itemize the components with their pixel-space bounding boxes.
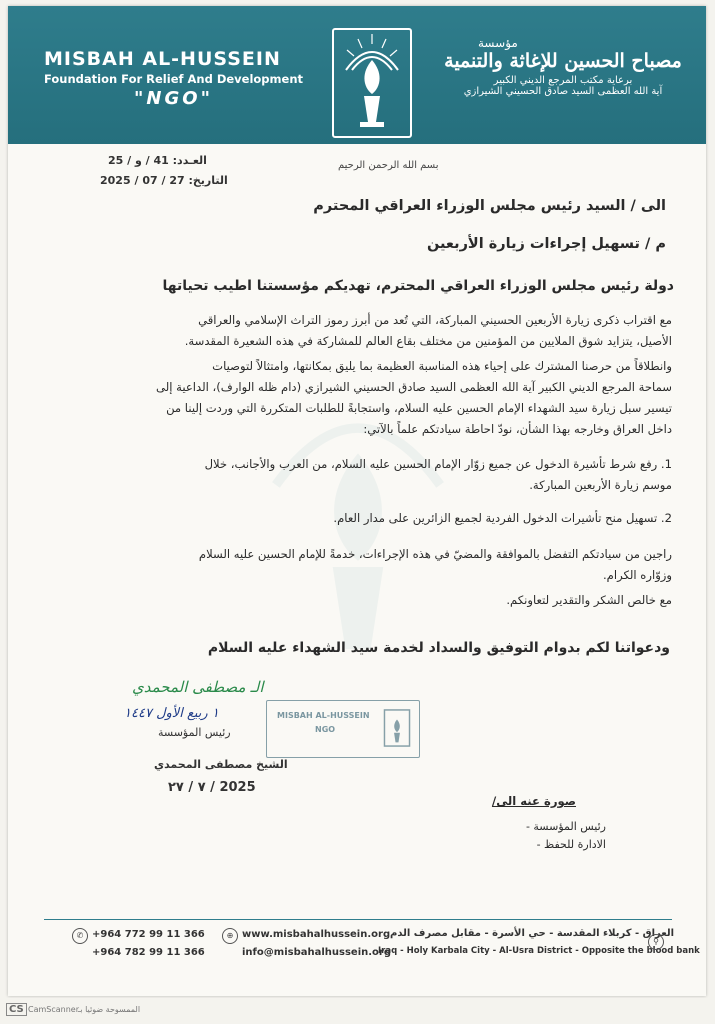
official-stamp xyxy=(266,700,420,758)
org-authority-ar: آية الله العظمى السيد صادق الحسيني الشيرازي xyxy=(463,86,663,97)
paragraph-line: موسم زيارة الأربعين المباركة. xyxy=(529,478,672,492)
letter-number: العـدد: 41 / و / 25 xyxy=(108,154,207,167)
web-icon: ⊕ xyxy=(222,928,238,944)
footer-phone-2: +964 782 99 11 366 xyxy=(92,947,205,958)
location-pin-icon: ⚲ xyxy=(648,934,664,950)
paragraph-line: الأصيل، يتزايد شوق الملايين من المؤمنين من مختلف بقاع العالم للمشاركة في هذه الشعيرة المقدسة. xyxy=(184,334,672,348)
paragraph-2 xyxy=(42,356,672,440)
paragraph-1 xyxy=(42,310,672,352)
signatory-title: رئيس المؤسسة xyxy=(158,726,231,739)
camscanner-logo-icon: CS xyxy=(6,1003,27,1016)
foundation-logo-icon xyxy=(332,28,412,138)
paragraph-line: سماحة المرجع الديني الكبير آية الله العظمى السيد صادق الحسيني الشيرازي (دام ظله الوارف)، الداعية إلى xyxy=(156,380,672,394)
letter-footer xyxy=(44,919,700,966)
stamp-ngo: NGO xyxy=(315,725,336,734)
scanner-watermark xyxy=(0,998,715,1024)
footer-phone-1: +964 772 99 11 366 xyxy=(92,929,205,940)
org-patronage-ar: برعاية مكتب المرجع الديني الكبير xyxy=(493,75,633,86)
cc-title: صورة عنه الى/ xyxy=(491,794,576,808)
thanks-line: مع خالص الشكر والتقدير لتعاونكم. xyxy=(506,593,672,607)
letterhead-english xyxy=(44,48,303,109)
cc-item-label: رئيس المؤسسة xyxy=(533,820,606,833)
letter-paper xyxy=(8,6,706,996)
footer-website: www.misbahalhussein.org xyxy=(242,929,391,940)
paragraph-line: وزوّاره الكرام. xyxy=(602,568,672,582)
letter-date: التاريخ: 27 / 07 / 2025 xyxy=(100,174,228,187)
paragraph-line: مع اقتراب ذكرى زيارة الأربعين الحسيني المباركة، التي تُعد من أبرز رموز التراث الإسلامي والعراقي xyxy=(198,313,672,327)
closing-line: ودعواتنا لكم بدوام التوفيق والسداد لخدمة سيد الشهداء عليه السلام xyxy=(207,640,670,656)
basmala: بسم الله الرحمن الرحيم xyxy=(338,160,439,171)
scanner-label: CamScanner xyxy=(28,1005,80,1014)
org-ngo-label: "NGO" xyxy=(134,88,213,109)
list-item-2: 2. تسهيل منح تأشيرات الدخول الفردية لجميع الزائرين على مدار العام. xyxy=(333,511,672,525)
paragraph-3 xyxy=(42,544,672,586)
org-name-en: MISBAH AL-HUSSEIN xyxy=(44,48,281,70)
org-subtitle-en: Foundation For Relief And Development xyxy=(44,72,304,86)
letter-greeting: دولة رئيس مجلس الوزراء العراقي المحترم، تهديكم مؤسستنا اطيب تحياتها xyxy=(162,278,674,294)
footer-address-ar: العراق - كربلاء المقدسة - حي الأسرة - مقابل مصرف الدم xyxy=(390,928,675,939)
cc-item: رئيس المؤسسة - xyxy=(525,820,606,833)
cc-item-label: الادارة للحفظ xyxy=(544,838,606,851)
letterhead-arabic xyxy=(438,36,688,97)
handwritten-date: ١ ربيع الأول ١٤٤٧ xyxy=(124,706,219,721)
handwritten-signature: الـ مصطفى المحمدي xyxy=(132,678,264,696)
signature-date: 2025 / ٧ / ٢٧ xyxy=(168,780,256,795)
phone-icon: ✆ xyxy=(72,928,88,944)
paragraph-line: وانطلاقاً من حرصنا المشترك على إحياء هذه المناسبة العظيمة بما يليق بمكانتها، وامتثالاً لتوصيات xyxy=(212,359,672,373)
scanner-label-ar: الممسوحة ضوئيا بـ xyxy=(78,1005,141,1014)
org-small-ar: مؤسسة xyxy=(478,36,518,50)
footer-email: info@misbahalhussein.org xyxy=(242,947,391,958)
paragraph-line: 1. رفع شرط تأشيرة الدخول عن جميع زوّار الإمام الحسين عليه السلام، من العرب والأجانب، خلال xyxy=(204,457,672,471)
cc-item: الادارة للحفظ - xyxy=(536,838,606,851)
stamp-text: MISBAH AL-HUSSEIN xyxy=(277,711,370,720)
letterhead xyxy=(8,6,706,144)
stamp-logo-icon xyxy=(383,707,411,749)
paragraph-line: راجين من سيادتكم التفضل بالموافقة والمضيّ في هذه الإجراءات، خدمةً للإمام الحسين عليه السلام xyxy=(198,547,672,561)
org-name-ar: مصباح الحسين للإغاثة والتنمية xyxy=(444,50,682,72)
paragraph-line: داخل العراق وخارجه بهذا الشأن، نودّ احاطة سيادتكم علماً بالآتي: xyxy=(363,422,672,436)
signatory-name: الشيخ مصطفى المحمدي xyxy=(154,758,288,771)
letter-subject: م / تسهيل إجراءات زيارة الأربعين xyxy=(426,236,666,252)
paragraph-line: تيسير سبل زيارة سيد الشهداء الإمام الحسين عليه السلام، واستجابةً للطلبات المتكررة التي وردت إلينا من xyxy=(166,401,672,415)
footer-address-en: Iraq - Holy Karbala City - Al-Usra District - Opposite the blood bank xyxy=(378,946,700,956)
letter-recipient: الى / السيد رئيس مجلس الوزراء العراقي المحترم xyxy=(313,198,666,214)
list-item-1 xyxy=(42,454,672,496)
